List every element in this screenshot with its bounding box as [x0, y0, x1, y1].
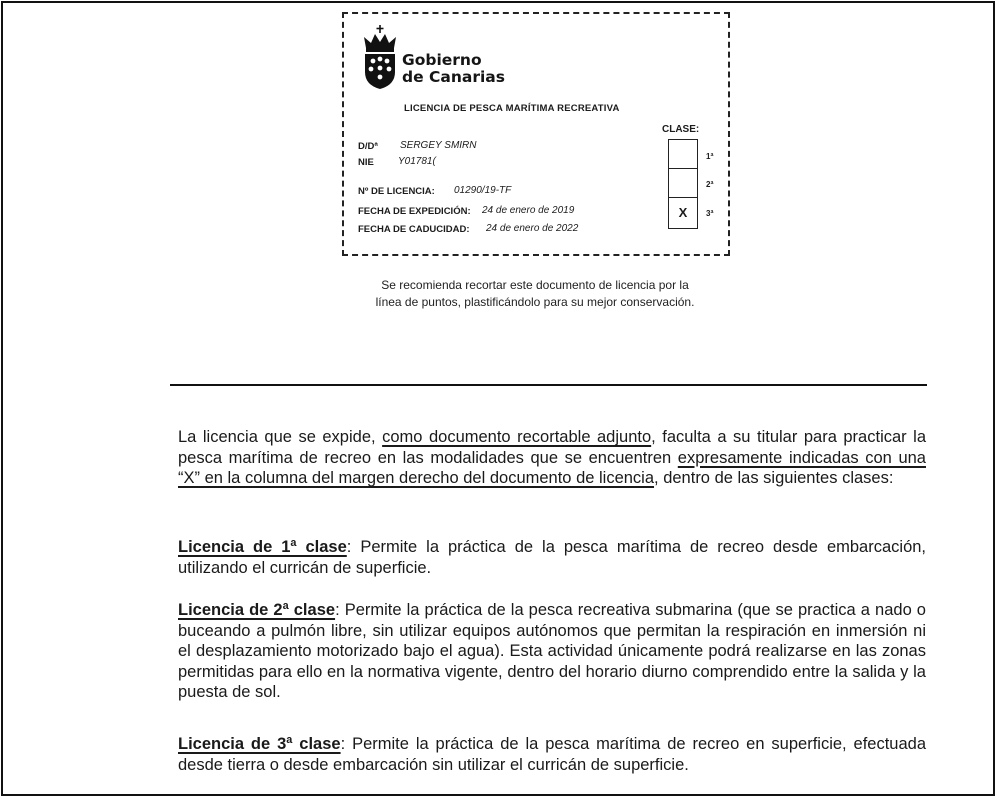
holder-value: SERGEY SMIRN [400, 140, 477, 151]
expiry-date-label: FECHA DE CADUCIDAD: [358, 224, 470, 235]
class-2-paragraph: Licencia de 2ª clase: Permite la práctica de la pesca recreativa submarina (que se practica a nado o buceando a pulmón libre, sin utilizar equipos autónomos que permitan la respiración en inmersión ni el desplazamiento motorizado bajo el agua). Esta actividad únicamente podrá realizarse en las zonas permitidas para ello en la normativa vigente, dentro del horario diurno comprendido entre la salida y la puesta de sol. [178, 601, 926, 701]
class-box-2 [669, 169, 697, 198]
class-boxes [668, 139, 698, 229]
class-ordinal-1: 1ª [706, 152, 714, 161]
class-ordinal-3: 3ª [706, 209, 714, 218]
canarias-coat-of-arms-icon [360, 24, 400, 90]
class-label: CLASE: [662, 124, 700, 135]
class-box-3: X [678, 205, 688, 220]
holder-label: D/Dª [358, 141, 378, 152]
organization-name: Gobierno de Canarias [402, 51, 505, 86]
expiry-date-value: 24 de enero de 2022 [486, 223, 579, 234]
class-3-paragraph: Licencia de 3ª clase: Permite la práctica de la pesca marítima de recreo en superficie, efectuada desde tierra o desde embarcación sin utilizar el curricán de superficie. [178, 735, 926, 774]
license-card [342, 12, 730, 256]
issue-date-value: 24 de enero de 2019 [482, 205, 575, 216]
issue-date-label: FECHA DE EXPEDICIÓN: [358, 206, 471, 217]
intro-paragraph: La licencia que se expide, como documento recortable adjunto, faculta a su titular para practicar la pesca marítima de recreo en las modalidades que se encuentren expresamente indicadas con una “X” en la columna del margen derecho del documento de licencia, dentro de las siguientes clases: [178, 428, 927, 487]
license-number-value: 01290/19-TF [454, 185, 512, 196]
class-1-paragraph: Licencia de 1ª clase: Permite la práctica de la pesca marítima de recreo desde embarcación, utilizando el curricán de superficie. [178, 538, 927, 577]
class-2-title: Licencia de 2ª clase [178, 601, 336, 619]
class-ordinal-2: 2ª [706, 180, 714, 189]
class-1-title: Licencia de 1ª clase [178, 538, 347, 556]
class-box-1 [669, 140, 697, 169]
license-title: LICENCIA DE PESCA MARÍTIMA RECREATIVA [404, 103, 620, 114]
recommendation-note: Se recomienda recortar este documento de licencia por la línea de puntos, plastificándolo para su mejor conservación. [375, 278, 695, 309]
nie-label: NIE [358, 157, 374, 168]
nie-value: Y01781( [398, 156, 436, 167]
class-3-title: Licencia de 3ª clase [178, 735, 341, 753]
license-number-label: Nº DE LICENCIA: [358, 186, 435, 197]
separator-line [170, 384, 927, 386]
